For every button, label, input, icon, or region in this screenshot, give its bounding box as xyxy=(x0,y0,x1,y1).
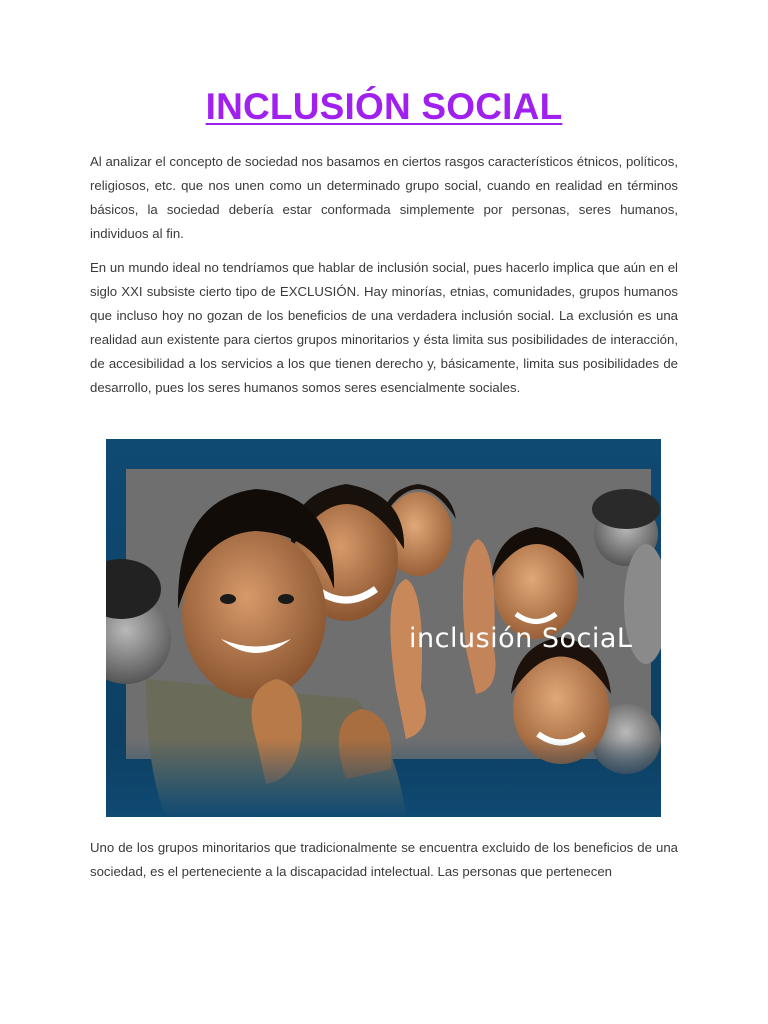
paragraph-2: En un mundo ideal no tendríamos que hablar de inclusión social, pues hacerlo implica que aún en el siglo XXI subsiste cierto tipo de EXCLUSIÓN. Hay minorías, etnias, comunidades, grupos humanos que incluso hoy no gozan de los beneficios de una verdadera inclusión social. La exclusión es una realidad aun existente para ciertos grupos minoritarios y ésta limita sus posibilidades de interacción, de accesibilidad a los servicios a los que tienen derecho y, básicamente, limita sus posibilidades de desarrollo, pues los seres humanos somos seres esencialmente sociales. xyxy=(90,260,678,396)
page-title: INCLUSIÓN SOCIAL xyxy=(205,86,563,127)
children-photo xyxy=(106,439,661,817)
photo-caption: inclusión SociaL xyxy=(409,623,633,654)
photo-illustration xyxy=(106,439,661,817)
paragraph-1: Al analizar el concepto de sociedad nos basamos en ciertos rasgos característicos étnicos, políticos, religiosos, etc. que nos unen como un determinado grupo social, cuando en realidad en términos básicos, la sociedad debería estar conformada simplemente por personas, seres humanos, individuos al fin. xyxy=(90,154,678,242)
paragraph-3: Uno de los grupos minoritarios que tradicionalmente se encuentra excluido de los beneficios de una sociedad, es el perteneciente a la discapacidad intelectual. Las personas que pertenecen xyxy=(90,840,678,880)
